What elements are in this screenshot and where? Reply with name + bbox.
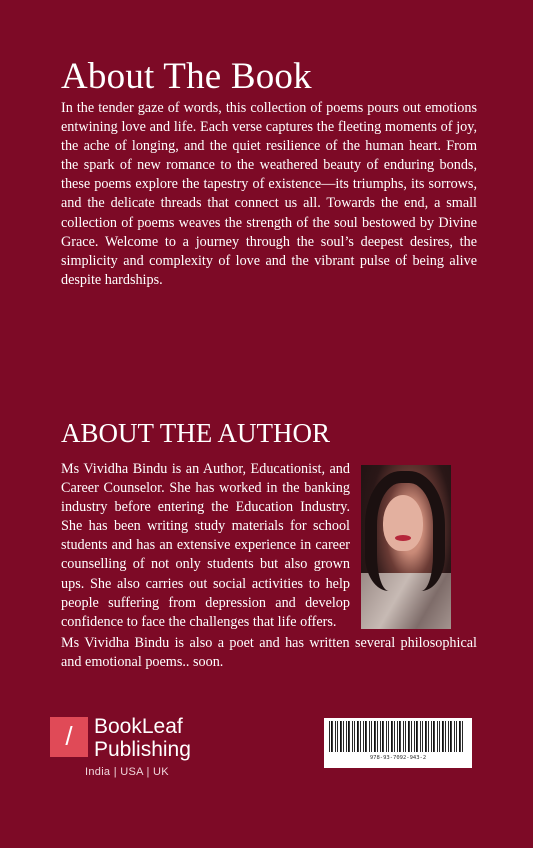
barcode-bar [422, 721, 423, 752]
isbn-barcode [324, 718, 472, 768]
publisher-name-line-2: Publishing [94, 738, 191, 761]
barcode-bar [411, 721, 412, 752]
barcode-bar [371, 721, 372, 752]
barcode-bar [386, 721, 387, 752]
about-book-paragraph [61, 99, 477, 290]
barcode-bar [425, 721, 427, 752]
publisher-logo-icon [50, 717, 88, 757]
barcode-bar [450, 721, 452, 752]
author-poet-text: Ms Vividha Bindu is also a poet and has written several philosophical and emotional poems.. soon. [61, 635, 477, 671]
barcode-bar [442, 721, 444, 752]
barcode-bar [437, 721, 438, 752]
barcode-bar [405, 721, 406, 752]
barcode-bar [448, 721, 449, 752]
barcode-bar [428, 721, 429, 752]
barcode-bar [397, 721, 398, 752]
barcode-bar [369, 721, 370, 752]
barcode-bar [431, 721, 432, 752]
publisher-name-line-1: BookLeaf [94, 715, 183, 738]
about-book-heading: About The Book [61, 56, 312, 97]
barcode-bar [329, 721, 330, 752]
barcode-bar [454, 721, 455, 752]
isbn-number: 978-93-7092-943-2 [369, 755, 427, 761]
barcode-bar [391, 721, 393, 752]
barcode-bar [388, 721, 389, 752]
barcode-bar [456, 721, 457, 752]
barcode-bar [357, 721, 359, 752]
barcode-bar [408, 721, 410, 752]
barcode-bar [348, 721, 350, 752]
publisher-tagline: India | USA | UK [85, 766, 169, 778]
author-bio-text: Ms Vividha Bindu is an Author, Educationist, and Career Counselor. She has worked in the banking industry before entering the Education Industry. She has been writing study materials for school students and has an extensive experience in career counselling of not only students but also grown ups. She also carries out social activities to help people suffering from depression and develop confidence to face the challenges that life offers. [61, 461, 350, 630]
barcode-bar [360, 721, 361, 752]
barcode-bar [335, 721, 336, 752]
barcode-bar [462, 721, 463, 752]
author-photo [361, 465, 451, 629]
logo-slash: / [65, 721, 73, 751]
barcode-bar [420, 721, 421, 752]
author-paragraph-1 [61, 460, 350, 632]
barcode-bar [354, 721, 355, 752]
barcode-bar [365, 721, 367, 752]
barcode-bar [433, 721, 435, 752]
barcode-bar [377, 721, 378, 752]
barcode-bar [346, 721, 347, 752]
about-book-text: In the tender gaze of words, this collection of poems pours out emotions entwining love and life. Each verse captures the fleeting moments of joy, the ache of longing, and the quiet resilience of the human heart. From the spark of new romance to the weathered beauty of enduring bonds, these poems explore the tapestry of existence—its triumphs, its sorrows, and the delicate threads that connect us all. Towards the end, a small collection of poems weaves the strength of the soul bestowed by Divine Grace. Welcome to a journey through the soul’s deepest desires, the simplicity and complexity of love and the vibrant pulse of being alive despite hardships. [61, 100, 477, 288]
barcode-bar [337, 721, 338, 752]
barcode-bar [414, 721, 415, 752]
barcode-bar [382, 721, 384, 752]
barcode-bar [403, 721, 404, 752]
barcode-bar [363, 721, 364, 752]
publisher-name [94, 715, 191, 761]
barcode-bar [399, 721, 401, 752]
barcode-bar [352, 721, 353, 752]
about-author-heading: ABOUT THE AUTHOR [61, 418, 331, 448]
barcode-bar [439, 721, 440, 752]
barcode-bar [343, 721, 344, 752]
author-paragraph-2 [61, 634, 477, 672]
barcode-bar [340, 721, 342, 752]
barcode-bar [374, 721, 376, 752]
barcode-bar [416, 721, 418, 752]
barcode-bar [459, 721, 461, 752]
barcode-bar [394, 721, 395, 752]
barcode-bar [380, 721, 381, 752]
barcode-bars [327, 721, 469, 754]
barcode-bar [445, 721, 446, 752]
barcode-bar [331, 721, 333, 752]
